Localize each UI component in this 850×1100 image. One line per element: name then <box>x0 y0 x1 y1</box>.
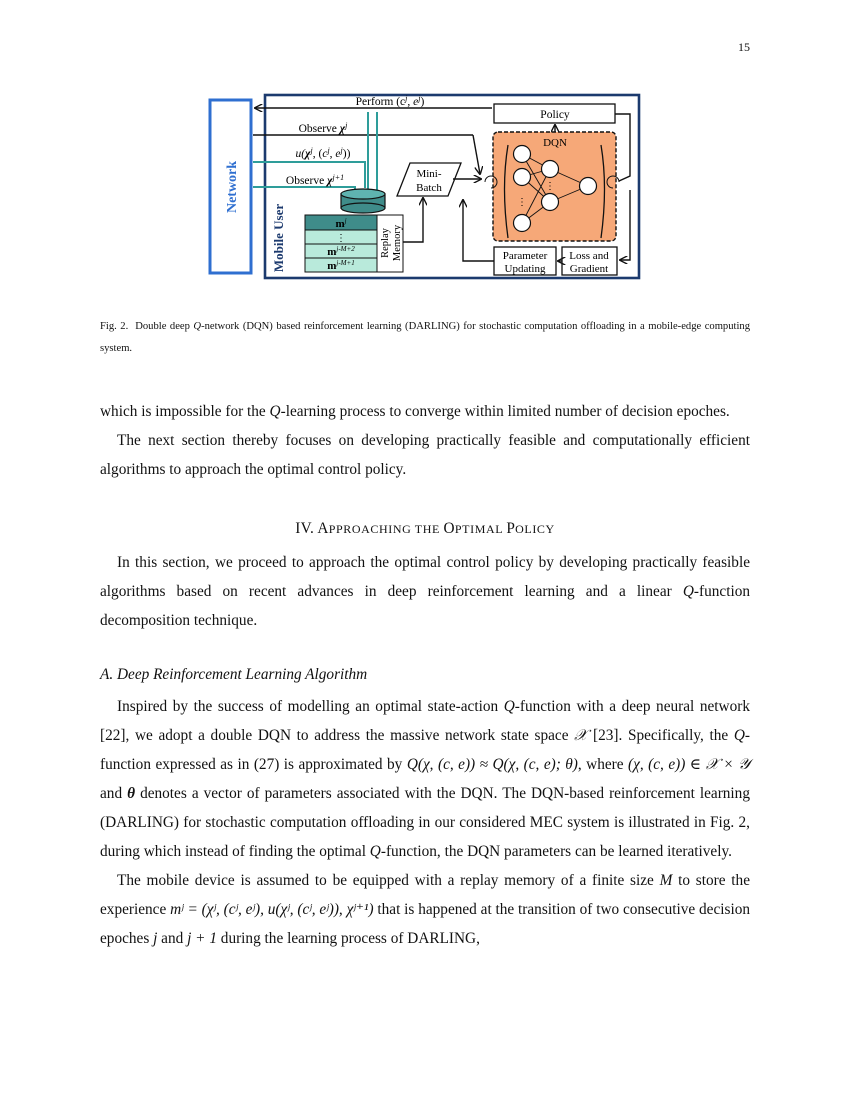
svg-text:mj: $m^j$ <box>335 217 347 230</box>
darling-diagram <box>205 90 645 285</box>
loss-label-2: Gradient <box>569 263 609 275</box>
section-heading: IV. APPROACHING THE OPTIMAL POLICY <box>295 520 555 537</box>
figure-caption: Fig. 2. Double deep Q-network (DQN) based reinforcement learning (DARLING) for stochastic computation offloading in a mobile-edge computing system. <box>100 321 751 354</box>
perform-label: Perform ($c^j$, $e^j$) <box>355 94 425 108</box>
svg-text:mj-M+1: $m^{j-M+1}$ <box>327 259 355 272</box>
page-number: 15 <box>738 40 750 54</box>
database-icon <box>341 189 385 213</box>
paragraph-3: In this section, we proceed to approach the optimal control policy by developing practically feasible algorithms based on recent advances in deep reinforcement learning and a linear Q-function decomposition technique. <box>100 554 750 629</box>
paragraph-1: which is impossible for the Q-learning process to converge within limited number of decision epoches. <box>100 403 730 420</box>
caption-label: Fig. 2. <box>100 321 129 332</box>
policy-label: Policy <box>540 109 570 121</box>
mobile-user-label: Mobile User <box>271 203 286 273</box>
subsection-heading: A. Deep Reinforcement Learning Algorithm <box>100 666 368 683</box>
network-label: Network <box>225 160 240 214</box>
observe-label: Observe $\chi^j$ <box>298 121 348 135</box>
utility-label: $u(\chi^j$, ($c^j$, $e^j$)) <box>295 146 351 160</box>
replay-label: Replay <box>380 228 391 258</box>
observe-next-label: Observe $\chi^{j+1}$ <box>285 173 345 187</box>
paragraph-5: The mobile device is assumed to be equipped with a replay memory of a finite size M to store the experience mʲ = (χʲ, (cʲ, eʲ), u(χʲ, (cʲ, eʲ)), χʲ⁺¹) that is happened at the transition of two consecutive decision epoches j and j + 1 during the learning process of DARLING, <box>100 872 751 947</box>
paragraph-4: Inspired by the success of modelling an optimal state-action Q-function with a deep neural network [22], we adopt a double DQN to address the massive network state space 𝒳 [23]. Specifically, the Q-function expressed as in (27) is approximated by Q(χ, (c, e)) ≈ Q(χ, (c, e); θ), where (χ, (c, e)) ∈ 𝒳 × 𝒴 and θ denotes a vector of parameters associated with the DQN. The DQN-based reinforcement learning (DARLING) for stochastic computation offloading in our considered MEC system is illustrated in Fig. 2, during which instead of finding the optimal Q-function, the DQN parameters can be learned iteratively. <box>100 698 751 860</box>
dqn-label: DQN <box>543 137 567 149</box>
param-label-1: Parameter <box>502 250 548 262</box>
loss-label-1: Loss and <box>569 250 609 262</box>
batch-label: Batch <box>416 182 442 194</box>
svg-text:⋮: ⋮ <box>517 197 527 208</box>
svg-text:⋮: ⋮ <box>336 233 346 244</box>
body-text <box>100 397 750 953</box>
svg-text:⋮: ⋮ <box>545 181 555 192</box>
param-label-2: Updating <box>504 263 546 275</box>
svg-text:mj-M+2: $m^{j-M+2}$ <box>327 245 355 258</box>
paragraph-2: The next section thereby focuses on developing practically feasible and computationally efficient algorithms to approach the optimal control policy. <box>100 432 750 478</box>
memory-label: Memory <box>392 224 403 262</box>
mini-label: Mini- <box>416 168 442 180</box>
